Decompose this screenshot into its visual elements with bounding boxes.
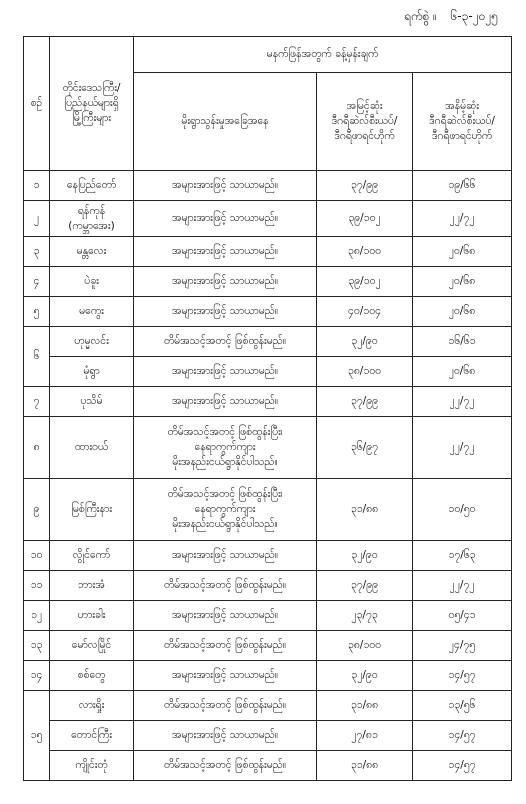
max-temp-cell: ၃၇/၉၉ bbox=[317, 171, 413, 201]
max-temp-cell: ၃၇/၉၉ bbox=[317, 387, 413, 417]
min-temp-cell: ၁၆/၆၁ bbox=[413, 327, 512, 357]
city-cell: မြစ်ကြီးနား bbox=[50, 479, 134, 541]
serial-cell: ၁၀ bbox=[24, 541, 50, 571]
min-temp-cell: ၂၀/၆၈ bbox=[413, 237, 512, 267]
table-row bbox=[24, 721, 512, 751]
min-temp-cell: ၂၂/၇၂ bbox=[413, 387, 512, 417]
min-temp-cell: ၁၇/၆၃ bbox=[413, 541, 512, 571]
city-cell: ရန်ကုန် (ကမ္ဘာအေး) bbox=[50, 201, 134, 237]
serial-cell: ၁၂ bbox=[24, 601, 50, 631]
weather-cell: အများအားဖြင့် သာယာမည်။ bbox=[134, 601, 317, 631]
weather-cell: အများအားဖြင့် သာယာမည်။ bbox=[134, 387, 317, 417]
min-temp-cell: ၂၀/၆၈ bbox=[413, 357, 512, 387]
max-temp-cell: ၃၁/၈၈ bbox=[317, 691, 413, 721]
table-row bbox=[24, 171, 512, 201]
city-cell: မုံရွာ bbox=[50, 357, 134, 387]
city-cell: ဟုမ္မလင်း bbox=[50, 327, 134, 357]
weather-cell: တိမ်အသင့်အတင့် ဖြစ်ထွန်းမည်။ bbox=[134, 571, 317, 601]
serial-cell: ၉ bbox=[24, 479, 50, 541]
serial-cell: ၆ bbox=[24, 327, 50, 387]
forecast-table bbox=[23, 36, 512, 781]
weather-cell: အများအားဖြင့် သာယာမည်။ bbox=[134, 237, 317, 267]
max-temp-cell: ၃၉/၁၀၂ bbox=[317, 201, 413, 237]
city-cell: ဘားအံ bbox=[50, 571, 134, 601]
max-temp-cell: ၃၂/၉၀ bbox=[317, 327, 413, 357]
weather-cell: တိမ်အသင့်အတင့် ဖြစ်ထွန်းမည်။ bbox=[134, 631, 317, 661]
table-row bbox=[24, 201, 512, 237]
weather-cell: အများအားဖြင့် သာယာမည်။ bbox=[134, 201, 317, 237]
serial-cell: ၁၃ bbox=[24, 631, 50, 661]
header-min-temp: အနိမ့်ဆုံး ဒီဂရီဆဲလ်စီးယပ်/ ဒီဂရီဖာရင်ဟိုက် bbox=[413, 73, 512, 171]
max-temp-cell: ၂၇/၈၁ bbox=[317, 721, 413, 751]
city-cell: စစ်တွေ bbox=[50, 661, 134, 691]
header-forecast-group: မနက်ဖြန်အတွက် ခန့်မှန်းချက် bbox=[134, 37, 512, 73]
serial-cell: ၂ bbox=[24, 201, 50, 237]
header-serial: စဉ် bbox=[24, 37, 50, 171]
min-temp-cell: ၂၄/၇၅ bbox=[413, 631, 512, 661]
weather-cell: အများအားဖြင့် သာယာမည်။ bbox=[134, 267, 317, 297]
serial-cell: ၁၄ bbox=[24, 661, 50, 691]
header-weather: မိုးရွာသွန်းမှုအခြေအနေ bbox=[134, 73, 317, 171]
table-row bbox=[24, 751, 512, 781]
min-temp-cell: ၂၂/၇၂ bbox=[413, 417, 512, 479]
max-temp-cell: ၃၁/၈၈ bbox=[317, 479, 413, 541]
serial-cell: ၅ bbox=[24, 297, 50, 327]
city-cell: ကျိုင်းတုံ bbox=[50, 751, 134, 781]
max-temp-cell: ၃၈/၁၀၀ bbox=[317, 631, 413, 661]
weather-cell: တိမ်အသင့်အတင့် ဖြစ်ထွန်းမည်။ bbox=[134, 751, 317, 781]
serial-cell: ၁ bbox=[24, 171, 50, 201]
min-temp-cell: ၁၄/၅၇ bbox=[413, 661, 512, 691]
weather-cell: တိမ်အသင့်အတင့် ဖြစ်ထွန်းပြီး၊ နေရာကွက်ကျား မိုးအနည်းငယ်ရွာနိုင်ပါသည်။ bbox=[134, 479, 317, 541]
min-temp-cell: ၁၀/၅၀ bbox=[413, 479, 512, 541]
weather-cell: အများအားဖြင့် သာယာမည်။ bbox=[134, 357, 317, 387]
date-label: ရက်စွဲ ။ bbox=[403, 9, 437, 23]
date-line bbox=[394, 8, 498, 26]
min-temp-cell: ၁၉/၆၆ bbox=[413, 171, 512, 201]
city-cell: မကွေး bbox=[50, 297, 134, 327]
table-row bbox=[24, 631, 512, 661]
min-temp-cell: ၂၀/၆၈ bbox=[413, 297, 512, 327]
city-cell: ပုသိမ် bbox=[50, 387, 134, 417]
serial-cell: ၁၁ bbox=[24, 571, 50, 601]
serial-cell: ၈ bbox=[24, 417, 50, 479]
max-temp-cell: ၄၀/၁၀၄ bbox=[317, 297, 413, 327]
city-cell: မော်လမြိုင် bbox=[50, 631, 134, 661]
weather-cell: တိမ်အသင့်အတင့် ဖြစ်ထွန်းမည်။ bbox=[134, 691, 317, 721]
table-row bbox=[24, 417, 512, 479]
table-row bbox=[24, 237, 512, 267]
max-temp-cell: ၃၈/၁၀၀ bbox=[317, 357, 413, 387]
max-temp-cell: ၃၁/၈၈ bbox=[317, 751, 413, 781]
table-row bbox=[24, 571, 512, 601]
city-cell: ဟားခါး bbox=[50, 601, 134, 631]
city-cell: ပဲခူး bbox=[50, 267, 134, 297]
max-temp-cell: ၃၈/၁၀၀ bbox=[317, 237, 413, 267]
max-temp-cell: ၂၃/၇၃ bbox=[317, 601, 413, 631]
table-row bbox=[24, 661, 512, 691]
table-row bbox=[24, 691, 512, 721]
city-cell: ထားဝယ် bbox=[50, 417, 134, 479]
min-temp-cell: ၂၀/၆၈ bbox=[413, 267, 512, 297]
weather-cell: အများအားဖြင့် သာယာမည်။ bbox=[134, 297, 317, 327]
date-value: ၆-၃-၂၀၂၅ bbox=[450, 9, 498, 23]
max-temp-cell: ၃၂/၉၀ bbox=[317, 541, 413, 571]
table-row bbox=[24, 541, 512, 571]
weather-cell: တိမ်အသင့်အတင့် ဖြစ်ထွန်းပြီး၊ နေရာကွက်ကျား မိုးအနည်းငယ်ရွာနိုင်ပါသည်။ bbox=[134, 417, 317, 479]
weather-cell: အများအားဖြင့် သာယာမည်။ bbox=[134, 661, 317, 691]
city-cell: လွိုင်ကော် bbox=[50, 541, 134, 571]
table-row bbox=[24, 297, 512, 327]
min-temp-cell: ၂၂/၇၂ bbox=[413, 201, 512, 237]
min-temp-cell: ၁၄/၅၇ bbox=[413, 751, 512, 781]
header-region: တိုင်းဒေသကြီး/ ပြည်နယ်များရှိ မြို့ကြီးများ bbox=[50, 37, 134, 171]
weather-cell: တိမ်အသင့်အတင့် ဖြစ်ထွန်းမည်။ bbox=[134, 327, 317, 357]
min-temp-cell: ၀၅/၄၁ bbox=[413, 601, 512, 631]
table-row bbox=[24, 601, 512, 631]
city-cell: လားရှိုး bbox=[50, 691, 134, 721]
table-row bbox=[24, 387, 512, 417]
serial-cell: ၁၅ bbox=[24, 691, 50, 781]
max-temp-cell: ၃၇/၉၉ bbox=[317, 571, 413, 601]
table-row bbox=[24, 327, 512, 357]
max-temp-cell: ၃၂/၉၀ bbox=[317, 661, 413, 691]
city-cell: တောင်ကြီး bbox=[50, 721, 134, 751]
weather-cell: အများအားဖြင့် သာယာမည်။ bbox=[134, 721, 317, 751]
max-temp-cell: ၃၉/၁၀၂ bbox=[317, 267, 413, 297]
weather-cell: အများအားဖြင့် သာယာမည်။ bbox=[134, 541, 317, 571]
max-temp-cell: ၃၆/၉၇ bbox=[317, 417, 413, 479]
table-row bbox=[24, 267, 512, 297]
min-temp-cell: ၂၂/၇၂ bbox=[413, 571, 512, 601]
city-cell: နေပြည်တော် bbox=[50, 171, 134, 201]
min-temp-cell: ၁၃/၅၆ bbox=[413, 691, 512, 721]
serial-cell: ၄ bbox=[24, 267, 50, 297]
header-max-temp: အမြင့်ဆုံး ဒီဂရီဆဲလ်စီးယပ်/ ဒီဂရီဖာရင်ဟိုက် bbox=[317, 73, 413, 171]
serial-cell: ၃ bbox=[24, 237, 50, 267]
min-temp-cell: ၁၄/၅၇ bbox=[413, 721, 512, 751]
table-row bbox=[24, 357, 512, 387]
weather-cell: အများအားဖြင့် သာယာမည်။ bbox=[134, 171, 317, 201]
serial-cell: ၇ bbox=[24, 387, 50, 417]
table-row bbox=[24, 479, 512, 541]
city-cell: မန္တလေး bbox=[50, 237, 134, 267]
